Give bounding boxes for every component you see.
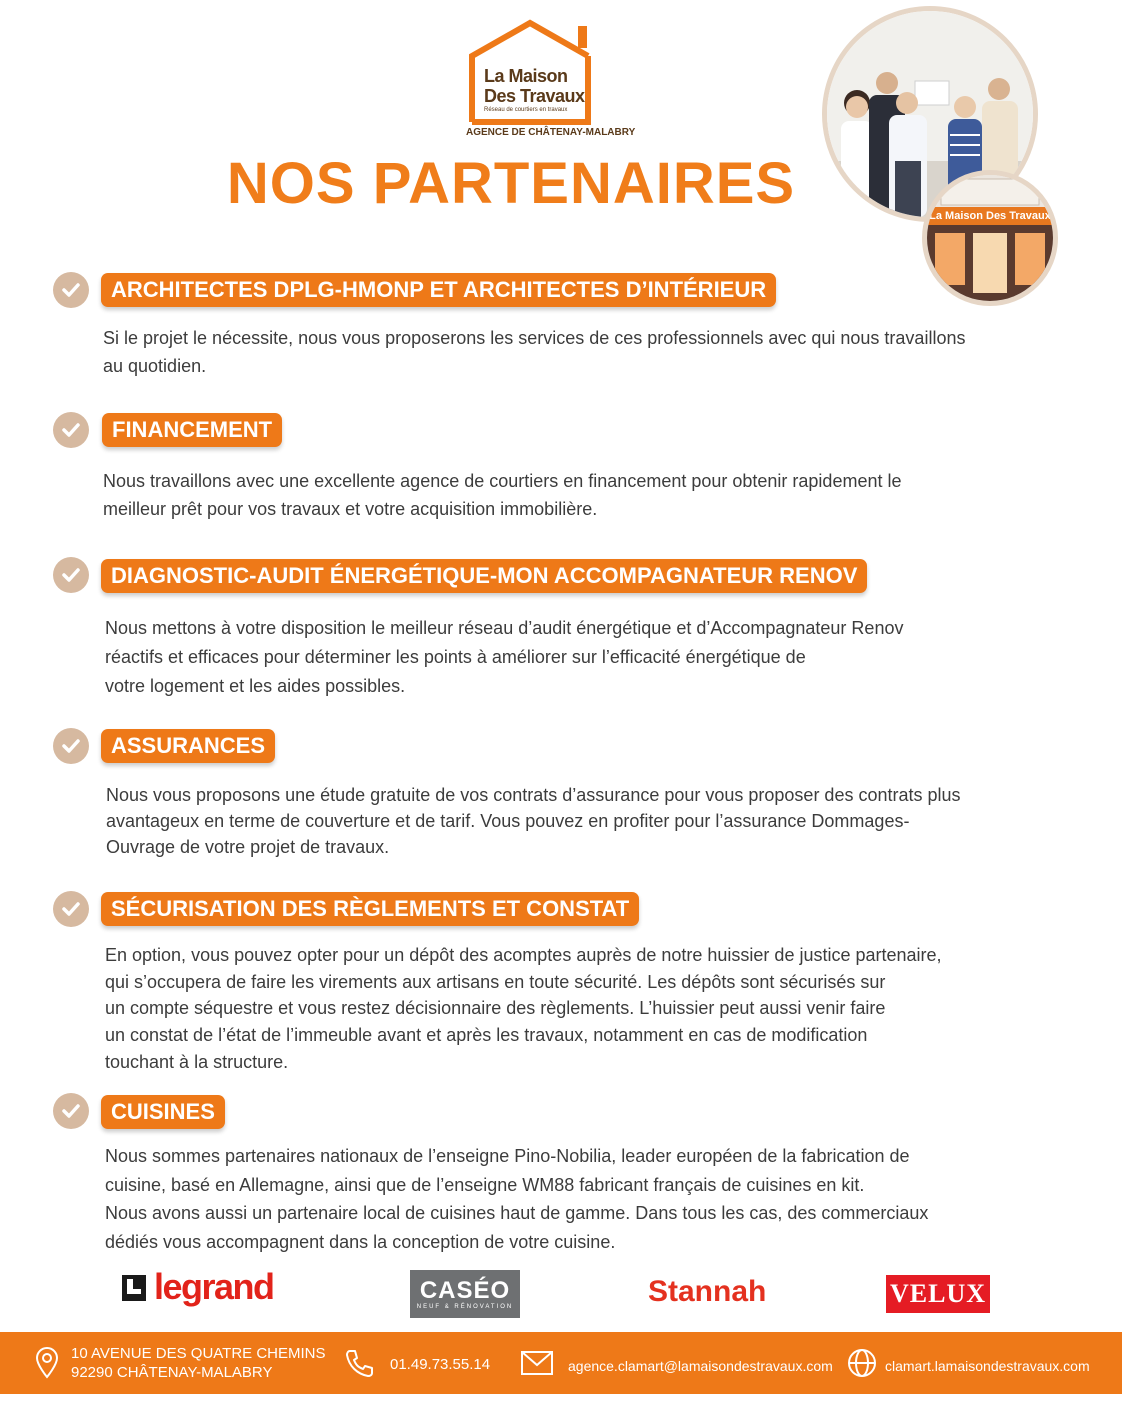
envelope-icon [520, 1350, 554, 1376]
stannah-logo: Stannah [648, 1275, 767, 1308]
email-address[interactable]: agence.clamart@lamaisondestravaux.com [568, 1358, 833, 1374]
section-text-energy-audit [105, 614, 903, 701]
section-text-architects [103, 324, 965, 380]
caseo-wordmark: CASÉO [419, 1277, 511, 1304]
text-line: touchant à la structure. [105, 1051, 289, 1072]
text-line: dédiés vous accompagnent dans la conception de votre cuisine. [105, 1231, 616, 1252]
section-heading-architects: ARCHITECTES DPLG-HMONP ET ARCHITECTES D’INTÉRIEUR [101, 273, 776, 307]
text-line: un compte séquestre et vous restez décisionnaire des règlements. L’huissier peut aussi venir faire [105, 998, 886, 1019]
text-line: votre logement et les aides possibles. [105, 676, 406, 696]
caseo-logo [410, 1270, 520, 1318]
section-heading-insurance: ASSURANCES [101, 729, 275, 763]
logo-line-1: La Maison [484, 66, 568, 86]
text-line: cuisine, basé en Allemagne, ainsi que de l’enseigne WM88 fabricant français de cuisines en kit. [105, 1174, 865, 1195]
logo-agency: AGENCE DE CHÂTENAY-MALABRY [466, 127, 636, 138]
section-text-insurance [106, 782, 961, 860]
text-line: Ouvrage de votre projet de travaux. [106, 837, 390, 857]
legrand-wordmark: legrand [154, 1266, 274, 1307]
text-line: Nous sommes partenaires nationaux de l’enseigne Pino-Nobilia, leader européen de la fabrication de [105, 1146, 910, 1166]
logo-tagline: Réseau de courtiers en travaux [484, 107, 568, 113]
text-line: au quotidien. [103, 356, 207, 376]
footer-contact-bar [0, 1332, 1122, 1394]
page-title: NOS PARTENAIRES [226, 151, 796, 216]
text-line: avantageux en terme de couverture et de tarif. Vous pouvez en profiter pour l’assurance Dommages- [106, 811, 910, 831]
text-line: Nous vous proposons une étude gratuite de vos contrats d’assurance pour vous proposer des contrats plus [106, 785, 961, 805]
text-line: Nous travaillons avec une excellente agence de courtiers en financement pour obtenir rapidement le [103, 471, 902, 491]
text-line: Si le projet le nécessite, nous vous proposerons les services de ces professionnels avec qui nous travaillons [103, 328, 966, 348]
logo-line-2: Des Travaux [484, 86, 585, 106]
check-icon [53, 412, 89, 448]
brand-logo [464, 18, 636, 140]
text-line: réactifs et efficaces pour déterminer les points à améliorer sur l’efficacité énergétique de [105, 647, 806, 667]
location-pin-icon [34, 1347, 60, 1379]
section-heading-energy-audit: DIAGNOSTIC-AUDIT ÉNERGÉTIQUE-MON ACCOMPAGNATEUR RENOV [101, 559, 867, 593]
section-heading-kitchens: CUISINES [101, 1095, 225, 1129]
check-icon [53, 891, 89, 927]
section-text-securisation [105, 942, 942, 1076]
velux-logo: VELUX [886, 1275, 990, 1313]
section-heading-financing: FINANCEMENT [102, 413, 282, 447]
check-icon [53, 728, 89, 764]
legrand-mark-icon [122, 1275, 146, 1301]
text-line: Nous avons aussi un partenaire local de cuisines haut de gamme. Dans tous les cas, des commerciaux [105, 1203, 929, 1223]
check-icon [53, 1093, 89, 1129]
address-line-2: 92290 CHÂTENAY-MALABRY [71, 1364, 273, 1381]
text-line: Nous mettons à votre disposition le meilleur réseau d’audit énergétique et d’Accompagnateur Renov [105, 618, 904, 638]
phone-icon [344, 1347, 376, 1379]
section-heading-securisation: SÉCURISATION DES RÈGLEMENTS ET CONSTAT [101, 892, 639, 926]
section-text-kitchens [105, 1142, 928, 1256]
caseo-subtitle: NEUF & RÉNOVATION [416, 1304, 514, 1310]
agency-photo [922, 170, 1058, 306]
check-icon [53, 557, 89, 593]
text-line: qui s’occupera de faire les virements aux artisans en toute sécurité. Les dépôts sont sécurisés sur [105, 971, 886, 992]
check-icon [53, 272, 89, 308]
shop-sign: La Maison Des Travaux [927, 207, 1053, 225]
text-line: meilleur prêt pour vos travaux et votre acquisition immobilière. [103, 499, 598, 519]
globe-icon [846, 1347, 878, 1379]
text-line: un constat de l’état de l’immeuble avant et après les travaux, notamment en cas de modification [105, 1025, 868, 1046]
address-line-1: 10 AVENUE DES QUATRE CHEMINS [71, 1345, 326, 1362]
section-text-financing [103, 467, 901, 523]
phone-number[interactable]: 01.49.73.55.14 [390, 1356, 491, 1373]
text-line: En option, vous pouvez opter pour un dépôt des acomptes auprès de notre huissier de justice partenaire, [105, 945, 942, 965]
storefront-illustration [927, 175, 1053, 301]
website-url[interactable]: clamart.lamaisondestravaux.com [885, 1358, 1090, 1374]
